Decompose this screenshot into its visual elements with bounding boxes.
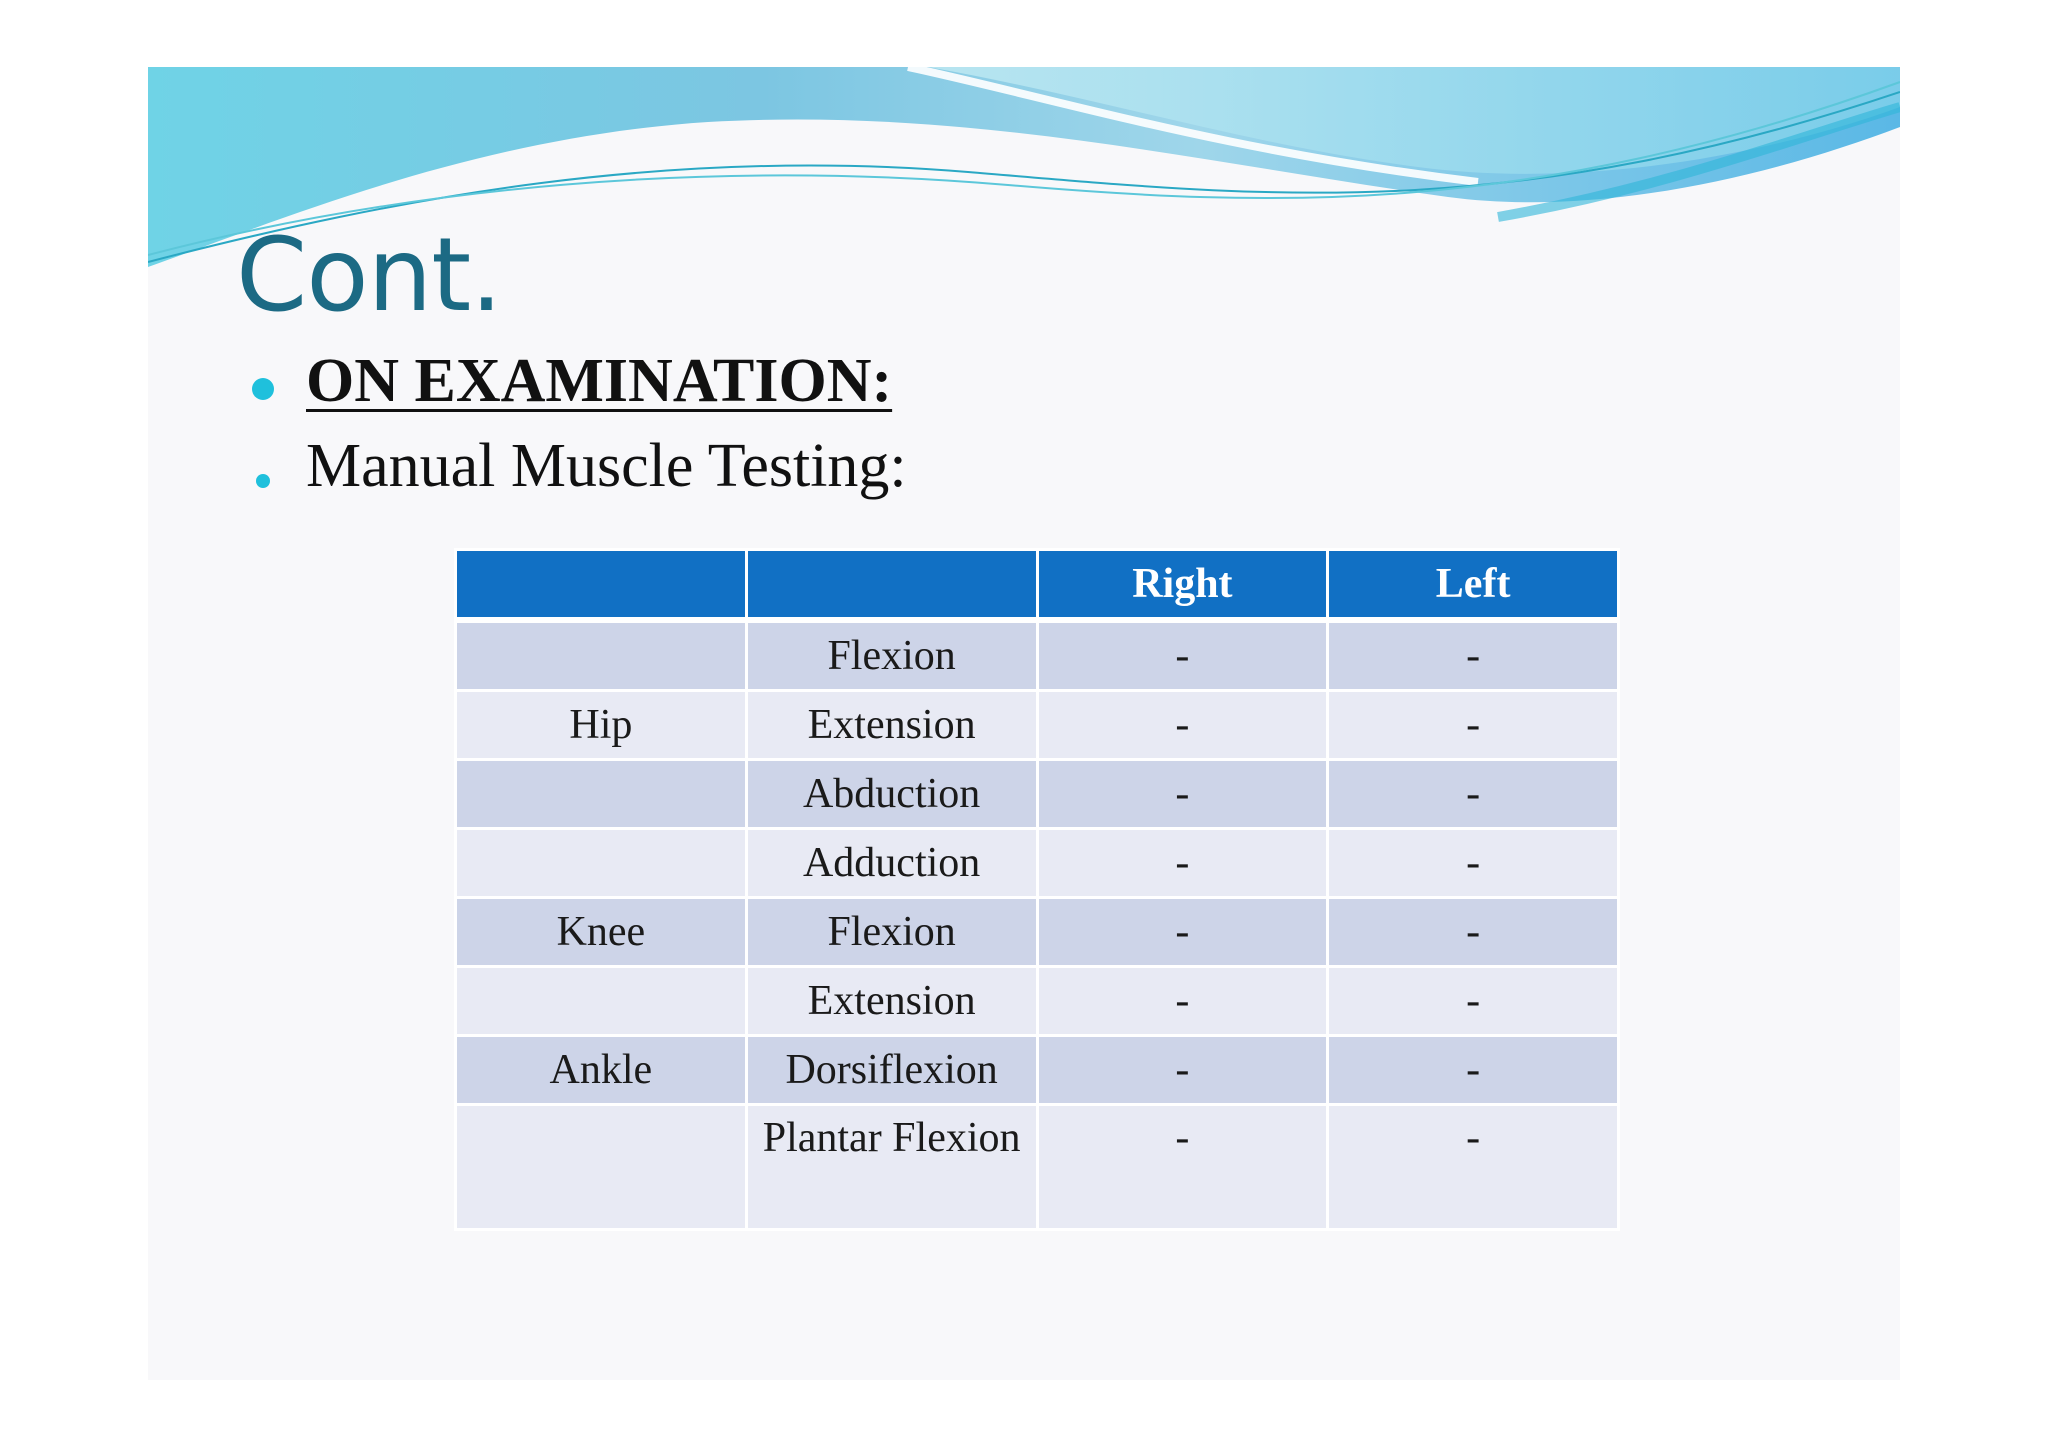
cell-joint [456,1105,747,1230]
header-movement [746,550,1037,621]
bullet-text: Manual Muscle Testing: [306,432,907,500]
cell-right: - [1037,967,1328,1036]
cell-joint: Hip [456,691,747,760]
slide [148,67,1900,1380]
cell-right: - [1037,620,1328,691]
cell-movement: Dorsiflexion [746,1036,1037,1105]
table-row [456,760,1619,829]
table-row [456,620,1619,691]
cell-left: - [1328,1105,1619,1230]
cell-right: - [1037,691,1328,760]
cell-right: - [1037,898,1328,967]
table-row [456,1105,1619,1230]
cell-left: - [1328,967,1619,1036]
header-right: Right [1037,550,1328,621]
table-row [456,898,1619,967]
cell-movement: Flexion [746,620,1037,691]
table-row [456,1036,1619,1105]
header-joint [456,550,747,621]
cell-movement: Extension [746,691,1037,760]
bullet-text: ON EXAMINATION: [306,347,893,415]
cell-left: - [1328,760,1619,829]
table-row [456,967,1619,1036]
muscle-testing-table [454,548,1620,1231]
cell-joint [456,829,747,898]
cell-right: - [1037,1036,1328,1105]
cell-left: - [1328,829,1619,898]
cell-joint [456,760,747,829]
cell-movement: Adduction [746,829,1037,898]
cell-movement: Abduction [746,760,1037,829]
cell-left: - [1328,620,1619,691]
table-row [456,691,1619,760]
table-header-row [456,550,1619,621]
table-row [456,829,1619,898]
cell-movement: Flexion [746,898,1037,967]
cell-joint: Knee [456,898,747,967]
cell-left: - [1328,1036,1619,1105]
cell-joint: Ankle [456,1036,747,1105]
cell-right: - [1037,829,1328,898]
cell-right: - [1037,1105,1328,1230]
cell-movement: Extension [746,967,1037,1036]
bullet-dot-icon [256,474,270,488]
header-left: Left [1328,550,1619,621]
cell-joint [456,967,747,1036]
cell-left: - [1328,898,1619,967]
cell-movement: Plantar Flexion [746,1105,1037,1230]
slide-title: Cont. [236,216,502,335]
cell-left: - [1328,691,1619,760]
cell-joint [456,620,747,691]
cell-right: - [1037,760,1328,829]
bullet-dot-icon [252,378,274,400]
